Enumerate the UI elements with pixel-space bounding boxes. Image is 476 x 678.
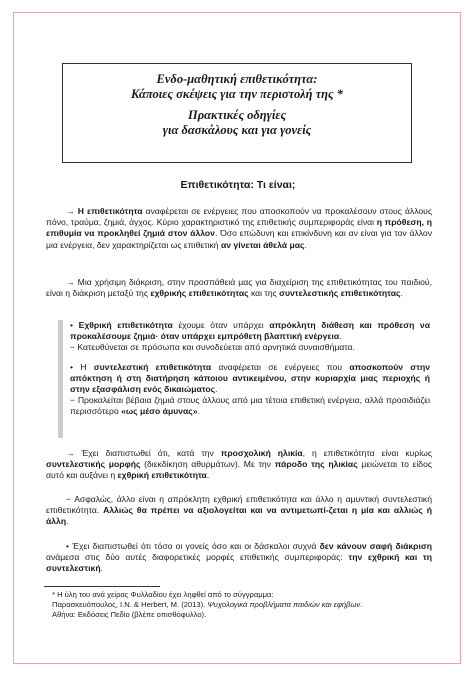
title-line-4: για δασκάλους και για γονείς (162, 123, 312, 137)
text: . Όσο επώδυνη και επικίνδυνη και αν είναι για τον άλλον μια ενέργεια, δεν χαρακτηρίζεται ως επιθετική (46, 228, 432, 250)
bullet-icon: • (66, 541, 73, 551)
footnote-line-2 (52, 600, 432, 610)
bold-text: αν γίνεται άθελά μας (220, 239, 305, 250)
text: . (339, 331, 342, 342)
paragraph-definition (46, 206, 432, 251)
paragraph-parents-teachers (46, 541, 432, 575)
paragraph-distinction (46, 277, 432, 299)
text: αναφέρεται σε ενέργειες που αποσκοπούν να προκαλέσουν στους άλλους πόνο, τραύμα, ζημιά, άγχος. Κύριο χαρακτηριστικό της επιθετικής συμπεριφοράς είναι (46, 206, 432, 228)
text: Η (80, 361, 94, 372)
bold-text: συντελεστική επιθετικότητα (93, 361, 212, 372)
bold-text: Η επιθετικότητα (77, 206, 143, 216)
quote-instrumental-note (70, 395, 430, 417)
text: Έχει διαπιστωθεί ότι τόσο οι γονείς όσο και οι δάσκαλοι συχνά (72, 541, 320, 551)
footnote (52, 590, 432, 621)
bold-text: εχθρικής επιθετικότητας (150, 288, 249, 299)
bold-text: Εχθρική επιθετικότητα (78, 320, 173, 330)
bold-text: απρόκλητη διάθεση και πρόθεση να προκαλέσουμε ζημιά· όταν υπάρχει εμπρόθετη βλαπτική ενέργεια (70, 320, 430, 342)
title-line-2: Κάποιες σκέψεις για την περιστολή της * (131, 87, 343, 101)
bold-text: αποσκοπούν στην απόκτηση ή στη διατήρηση κάποιου αντικειμένου, στην κυριαρχία μιας περιοχής ή στην εξασφάλιση ενός δικαιώματος (70, 361, 431, 395)
text: Παρασκευόπουλος, Ι.Ν. & Herbert, M. (2013). (52, 600, 208, 610)
text: . (400, 288, 403, 299)
footnote-line-3: Αθήνα: Εκδόσεις Πεδίο (βλέπε οπισθόφυλλο). (52, 610, 207, 620)
quote-block (58, 320, 430, 438)
text: και της (248, 288, 280, 299)
arrow-icon: → (66, 206, 78, 216)
bold-text: η πρόθεση, η επιθυμία να προκληθεί ζημιά στον άλλον (46, 217, 432, 239)
text: . (206, 470, 210, 481)
text: , η επιθετικότητα είναι κυρίως (302, 448, 432, 458)
arrow-icon: → (66, 277, 78, 287)
text: ανάμεσα στις δύο αυτές διαφορετικές μορφές επιθετικής συμπεριφοράς: (46, 552, 349, 563)
text: . (100, 563, 103, 574)
book-title: Ψυχολογικά προβλήματα παιδιών και εφήβων (207, 600, 361, 610)
title-line-1: Ενδο-μαθητική επιθετικότητα: (156, 72, 318, 86)
footnote-line-1: * Η ύλη του ανά χείρας Φυλλαδίου έχει ληφθεί από το σύγγραμμα: (52, 590, 274, 599)
text: έχουμε όταν υπάρχει (172, 320, 270, 330)
quote-instrumental (70, 362, 430, 396)
bold-text: προσχολική ηλικία (220, 448, 303, 458)
paragraph-age (46, 448, 432, 482)
bold-text: την εχθρική και τη συντελεστική (46, 552, 432, 574)
bullet-icon: • (70, 361, 81, 372)
bold-text: εχθρική επιθετικότητα (117, 470, 207, 481)
bold-text: πάροδο της ηλικίας (274, 459, 358, 470)
text: − Ασφαλώς, άλλο είναι η απρόκλητη εχθρική επιθετικότητα και άλλο η αμυντική συντελεστική επιθετικότητα. (46, 494, 432, 516)
bold-text: συντελεστικής επιθετικότητας (279, 288, 401, 299)
bullet-icon: • (70, 320, 79, 330)
title-line-3: Πρακτικές οδηγίες (187, 108, 287, 122)
bold-text: συντελεστικής μορφής (46, 459, 141, 470)
section-heading: Επιθετικότητα: Τι είναι; (180, 179, 296, 191)
text: αναφέρεται σε ενέργειες που (211, 361, 350, 372)
quote-hostile-note: − Κατευθύνεται σε πρόσωπα και συνοδεύεται από αρνητικά συναισθήματα. (70, 342, 355, 353)
text: Μια χρήσιμη διάκριση, στην προσπάθειά μας για διαχείριση της επιθετικότητας του παιδιού, είναι η διάκριση μεταξύ της (46, 277, 432, 299)
text: . (304, 239, 307, 250)
bold-text: «ως μέσο άμυνας» (121, 406, 198, 417)
text: Έχει διαπιστωθεί ότι, κατά την (81, 448, 221, 458)
bold-text: δεν κάνουν σαφή διάκριση (319, 541, 432, 551)
text: (διεκδίκηση αθυρμάτων). Με την (140, 459, 275, 470)
paragraph-evaluation (46, 494, 432, 528)
text: − Προκαλείται βέβαια ζημιά στους άλλους από μια τέτοια επιθετική ενέργεια, αλλά προσιδιάζει περισσότερο (70, 395, 430, 417)
text: . (197, 406, 200, 417)
text: . (215, 384, 218, 395)
text: μειώνεται το είδος αυτό και αυξάνει η (46, 459, 433, 481)
footnote-divider (44, 586, 160, 587)
bold-text: Αλλιώς θα πρέπει να αξιολογείται και να αντιμετωπί-ζεται η μία και αλλιώς ή άλλη (46, 505, 432, 527)
arrow-icon: → (66, 448, 82, 458)
text: . (66, 516, 69, 527)
text: . (360, 600, 363, 610)
title-box (62, 63, 412, 163)
quote-hostile (70, 320, 430, 342)
